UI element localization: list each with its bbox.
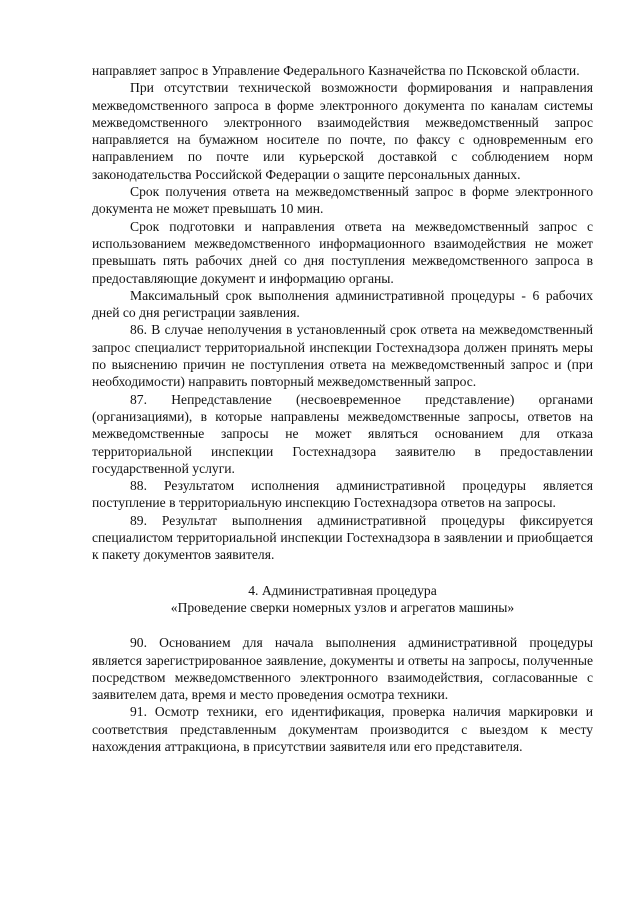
- section-heading-number: 4. Административная процедура: [248, 582, 437, 598]
- paragraph-continuation: направляет запрос в Управление Федерального Казначейства по Псковской области.: [92, 63, 580, 78]
- paragraph-max-duration: Максимальный срок выполнения административной процедуры - 6 рабочих дней со дня регистрации заявления.: [92, 287, 593, 321]
- paragraph-90: 90. Основанием для начала выполнения административной процедуры является зарегистрированное заявление, документы и ответы на запросы, полученные посредством межведомственного электронного взаимодействия, согласованные с заявителем дата, время и место проведения осмотра техники.: [92, 635, 593, 703]
- section-heading: [92, 582, 593, 617]
- paragraph-86: 86. В случае неполучения в установленный срок ответа на межведомственный запрос специалист территориальной инспекции Гостехнадзора должен принять меры по выяснению причин не поступления ответа на межведомственный запрос и (при необходимости) направить повторный межведомственный запрос.: [92, 322, 593, 390]
- paragraph-88: 88. Результатом исполнения административной процедуры является поступление в территориальную инспекцию Гостехнадзора ответов на запросы.: [92, 478, 593, 511]
- paragraph-87: 87. Непредставление (несвоевременное представление) органами (организациями), в которые направлены межведомственные запросы, ответов на межведомственные запросы не может являться основанием для отказа территориальной инспекции Гостехнадзора заявителю в предоставлении государственной услуги.: [92, 391, 593, 476]
- section-heading-title: «Проведение сверки номерных узлов и агрегатов машины»: [170, 599, 515, 615]
- paragraph-no-technical-capability: При отсутствии технической возможности формирования и направления межведомственного запроса в форме электронного документа по каналам системы межведомственного электронного взаимодействия межведомственный запрос направляется на бумажном носителе по почте, по факсу с одновременным его направлением по почте или курьерской доставкой с соблюдением норм законодательства Российской Федерации о защите персональных данных.: [92, 80, 593, 182]
- paragraph-91: 91. Осмотр техники, его идентификация, проверка наличия маркировки и соответствия представленным документам производится с выездом к месту нахождения аттракциона, в присутствии заявителя или его представителя.: [92, 704, 593, 754]
- paragraph-response-time: Срок получения ответа на межведомственный запрос в форме электронного документа не может превышать 10 мин.: [92, 184, 593, 217]
- paragraph-89: 89. Результат выполнения административной процедуры фиксируется специалистом территориальной инспекции Гостехнадзора в заявлении и приобщается к пакету документов заявителя.: [92, 512, 593, 563]
- paragraph-preparation-time: Срок подготовки и направления ответа на межведомственный запрос с использованием межведомственного информационного взаимодействия не может превышать пять рабочих дней со дня поступления межведомственного запроса в предоставляющие документ и информацию органы.: [92, 218, 593, 286]
